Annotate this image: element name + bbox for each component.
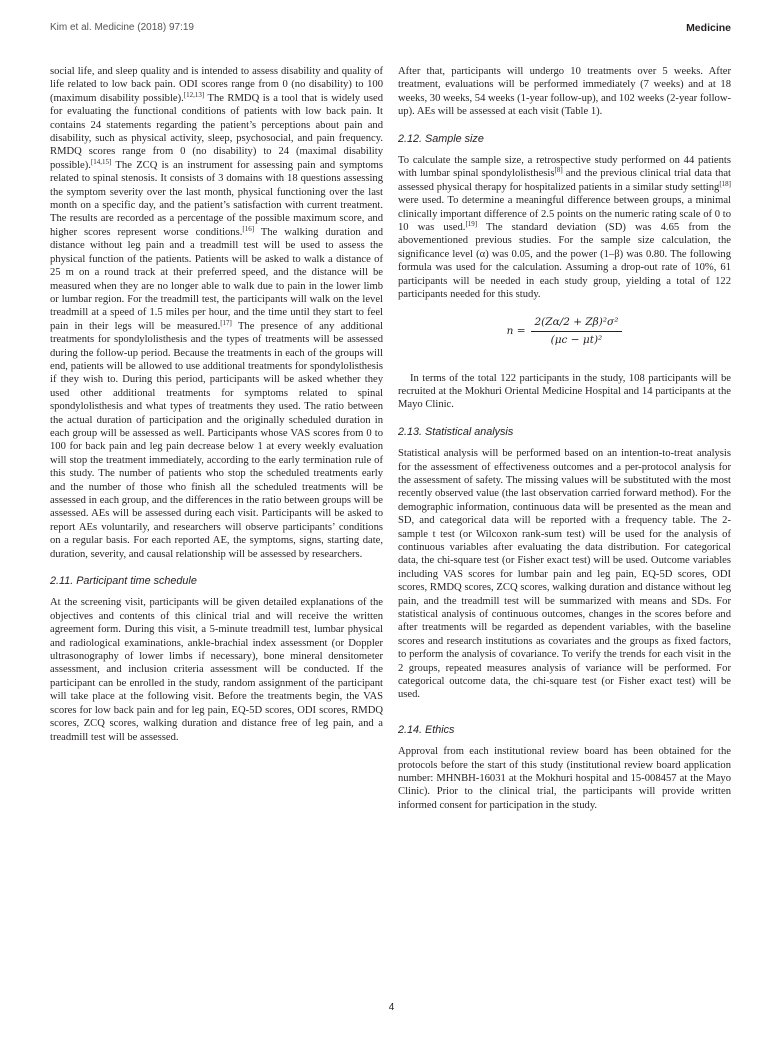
formula-lhs: n = [506,324,526,337]
formula-denominator: (μc − μt)² [550,333,603,346]
citation-ref[interactable]: [14,15] [90,157,112,166]
section-heading-sample-size: 2.12. Sample size [398,132,484,145]
paragraph-outcomes: social life, and sleep quality and is intended to assess disability and quality of life related to low back pain. ODI scores range from 0 (no disability) to 100 (maximum disability possible).[12,13] The RMDQ is a tool that is widely used for evaluating the functional conditions of patients with low back pain. It contains 24 statements regarding the patient’s perceptions about pain and disability, such as physical activity, sleep, psychosocial, and pain frequency. RMDQ scores range from 0 (no disability) to 24 (maximal disability possible).[14,15] The ZCQ is an instrument for assessing pain and symptoms related to spinal stenosis. It consists of 3 domains with 18 questions assessing the symptom severity over the last month, physical functioning over the last month on a specific day, and the patient’s satisfaction with current treatment. The results are recorded as a percentage of the possible maximum score, and higher scores represent worse conditions.[16] The walking duration and distance without leg pain and a treadmill test will be used to assess the physical function of the patients. Patients will be asked to walk a distance of 25 m on a round track at their preferred speed, and the distance will be measured when they are no longer able to walk due to pain in the lower limb or lumbar region. For the treadmill test, the participants will walk on the level treadmill at a speed of 1.5 miles per hour, and the time until they start to feel pain in their legs will be measured.[17] The presence of any additional treatments for spondylolisthesis and the types of treatments will be assessed during the follow-up period. Because the treatments in each of the groups will end, patients will be allowed to use additional treatments for spondylolisthesis if they wish to. During this period, participants will be asked whether they used other additional treatments for symptoms related to spinal spondylolisthesis and what types of treatments they used. The ratio between the actual duration of participation and the originally scheduled duration in each group will be assessed as well. Participants whose VAS scores from 0 to 100 for back pain and leg pain decrease below 1 at every weekly evaluation will stop the treatment immediately, according to the early termination rule of this study. The number of patients who stop the scheduled treatments early and the number of those who finish all the scheduled treatments will be assessed in each group, and the differences in the ratio between groups will be assessed. AEs will be assessed during each visit. Participants will be asked to report AEs voluntarily, and researchers will observe participants’ conditions on a regular basis. For each reported AE, the symptoms, signs, starting date, duration, severity, and causal relationship will be assessed by researchers. [50,66,383,560]
section-heading-time-schedule: 2.11. Participant time schedule [50,575,197,588]
paragraph-time-schedule: At the screening visit, participants will be given detailed explanations of the objectives and contents of this clinical trial and will receive the written agreement form. During this visit, a 5-minute treadmill test, lumbar physical and radiological examinations, ankle-brachial index assessment (or Doppler ultrasonography of lower limbs if necessary), bone mineral densitometer assessment, and inclusion criteria assessment will be conducted. If the participant can be enrolled in the study, random assignment of the participant will take place at the following visit. Before the treatments begin, the VAS scores for low back pain and for leg pain, EQ-5D scores, ODI scores, RMDQ scores, ZCQ scores, walking duration and distance free of leg pain, and a treadmill test will be assessed. [50,597,383,743]
running-header-journal: Medicine [686,22,731,34]
citation-ref[interactable]: [16] [242,224,255,233]
citation-ref[interactable]: [12,13] [183,90,205,99]
citation-ref[interactable]: [19] [465,220,478,229]
paragraph-sample-size: To calculate the sample size, a retrospective study performed on 44 patients with lumbar spinal spondylolisthesis[8] and the previous clinical trial data that assessed physical therapy for hospitalized patients in a similar study setting[18] were used. To determine a meaningful difference between groups, a minimal clinically important difference of 2.5 points on the numeric rating scale of 0 to 10 was used.[19] The standard deviation (SD) was 4.65 from the abovementioned previous studies. For the sample size calculation, the significance level (α) was 0.05, and the power (1–β) was 0.80. The following formula was used for the calculation. Assuming a drop-out rate of 10%, 61 participants will be needed in each study group, yielding a total of 122 participants needed for this study. [398,155,731,301]
paragraph-recruitment: In terms of the total 122 participants in the study, 108 participants will be recruited at the Mokhuri Oriental Medicine Hospital and 14 participants at the Mayo Clinic. [398,372,731,411]
section-heading-ethics: 2.14. Ethics [398,723,455,736]
page-number: 4 [388,1002,395,1013]
running-header-citation: Kim et al. Medicine (2018) 97:19 [50,22,194,33]
right-column [398,65,731,812]
sample-size-formula [398,316,731,356]
citation-ref[interactable]: [18] [719,179,731,188]
paragraph-treatments: After that, participants will undergo 10 treatments over 5 weeks. After treatment, evaluations will be performed immediately (7 weeks) and at 18 weeks, 30 weeks, 54 weeks (1-year follow-up), and 102 weeks (2-year follow-up). AEs will be assessed at each visit (Table 1). [398,66,732,118]
paragraph-ethics: Approval from each institutional review board has been obtained for the protocols before the start of this study (institutional review board application number: MHNBH-16031 at the Mokhuri hospital and 15-008457 at the Mayo Clinic). Prior to the clinical trial, the participants will provide written informed consent for participation in the study. [398,746,731,811]
formula-numerator: 2(Zα/2 + Zβ)²σ² [531,316,623,332]
section-heading-statistical-analysis: 2.13. Statistical analysis [398,425,514,438]
paragraph-statistical-analysis: Statistical analysis will be performed based on an intention-to-treat analysis for the assessment of effectiveness outcomes and a per-protocol analysis for the assessment of safety. The missing values will be substituted with the most recently observed value (the last observation carried forward method). For the demographic information, continuous data will be presented as the mean and SD, and categorical data will be reported with a frequency table. The 2-sample t test (or Wilcoxon rank-sum test) will be used for the analysis of continuous variables after evaluating the data distribution. For categorical data, the chi-square test (or Fisher exact test) will be used. Outcome variables including VAS scores for lumbar pain and leg pain, EQ-5D scores, ODI scores, RMDQ scores, ZCQ scores, walking duration and distance without leg pain, and the treadmill test will be summarized with means and SDs. For statistical analysis of continuous outcomes, changes in the scores before and after treatments will be regarded as dependent variables, with the baseline scores and research institutions as covariates and the groups as fixed factors, to perform the analysis of covariance. To verify the trends for each visit in the 2 groups, repeated measures analysis of variance will be performed. For categorical outcome data, the chi-square test (or Fisher exact test) will be used. [398,448,731,701]
left-column [50,65,383,744]
citation-ref[interactable]: [8] [554,166,563,175]
citation-ref[interactable]: [17] [220,318,232,327]
